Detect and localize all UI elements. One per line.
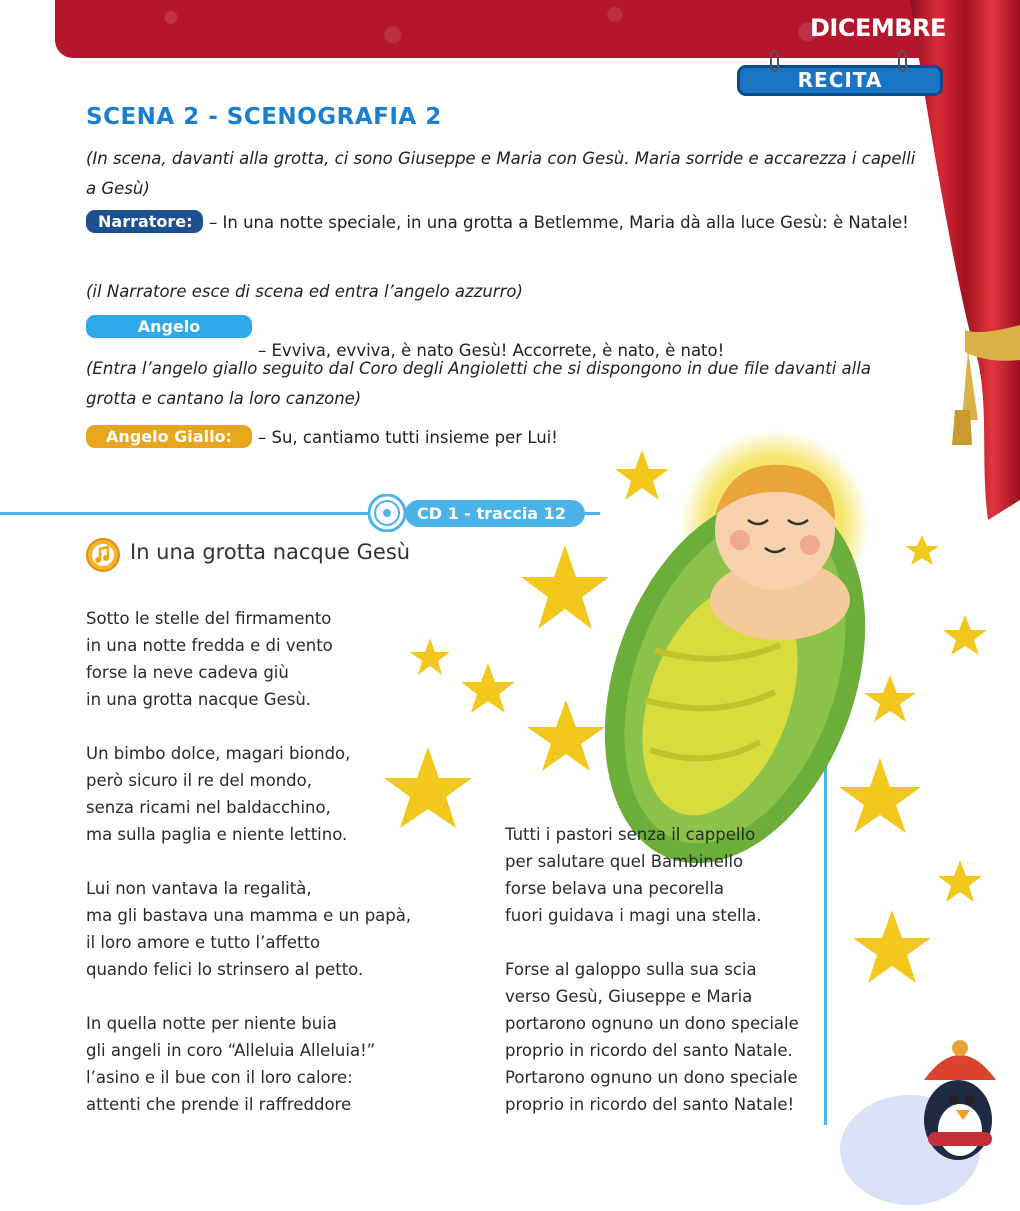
month-label: DICEMBRE: [810, 14, 946, 42]
stanza: [86, 875, 411, 983]
stanza: [86, 1010, 375, 1118]
verse-line: in una notte fredda e di vento: [86, 636, 333, 655]
verse-line: senza ricami nel baldacchino,: [86, 798, 331, 817]
stanza: [505, 956, 799, 1118]
verse-line: il loro amore e tutto l’affetto: [86, 933, 321, 952]
verse-line: In quella notte per niente buia: [86, 1014, 337, 1033]
verse-line: in una grotta nacque Gesù.: [86, 690, 312, 709]
verse-line: proprio in ricordo del santo Natale.: [505, 1041, 793, 1060]
verse-line: Tutti i pastori senza il cappello: [505, 825, 756, 844]
verse-line: attenti che prende il raffreddore: [86, 1095, 352, 1114]
dialogue-line-narrator: [86, 208, 916, 238]
verse-line: Forse al galoppo sulla sua scia: [505, 960, 757, 979]
song-title: In una grotta nacque Gesù: [130, 540, 411, 564]
ring-icon: [770, 50, 779, 72]
dialogue-text: – Evviva, evviva, è nato Gesù! Accorrete, è nato, è nato!: [258, 341, 725, 360]
verse-line: gli angeli in coro “Alleluia Alleluia!”: [86, 1041, 376, 1060]
stanza: [505, 821, 762, 929]
stanza: [86, 605, 333, 713]
verse-line: Portarono ognuno un dono speciale: [505, 1068, 798, 1087]
ring-icon: [898, 50, 907, 72]
speaker-badge-narrator: Narratore:: [86, 210, 203, 233]
verse-line: per salutare quel Bambinello: [505, 852, 744, 871]
verse-line: l’asino e il bue con il loro calore:: [86, 1068, 353, 1087]
verse-line: però sicuro il re del mondo,: [86, 771, 312, 790]
verse-line: proprio in ricordo del santo Natale!: [505, 1095, 795, 1114]
dialogue-text: – Su, cantiamo tutti insieme per Lui!: [258, 428, 558, 447]
stage-direction: (In scena, davanti alla grotta, ci sono Giuseppe e Maria con Gesù. Maria sorride e accarezza i capelli a Gesù): [86, 149, 916, 198]
verse-line: verso Gesù, Giuseppe e Maria: [505, 987, 753, 1006]
section-tab: RECITA: [737, 65, 943, 96]
speaker-badge-yellow-angel: Angelo Giallo:: [86, 425, 252, 448]
verse-line: Un bimbo dolce, magari biondo,: [86, 744, 351, 763]
stage-direction: (il Narratore esce di scena ed entra l’angelo azzurro): [86, 282, 523, 301]
speaker-badge-blue-angel: Angelo Azzurro:: [86, 315, 252, 338]
verse-line: forse la neve cadeva giù: [86, 663, 289, 682]
verse-line: quando felici lo strinsero al petto.: [86, 960, 364, 979]
stage-direction: (Entra l’angelo giallo seguito dal Coro degli Angioletti che si dispongono in due file davanti alla grotta e cantano la loro canzone): [86, 359, 871, 408]
scene-title: SCENA 2 - SCENOGRAFIA 2: [86, 104, 442, 130]
verse-line: forse belava una pecorella: [505, 879, 725, 898]
verse-line: ma gli bastava una mamma e un papà,: [86, 906, 412, 925]
stanza: [86, 740, 350, 848]
verse-line: Lui non vantava la regalità,: [86, 879, 312, 898]
verse-line: portarono ognuno un dono speciale: [505, 1014, 799, 1033]
verse-line: ma sulla paglia e niente lettino.: [86, 825, 348, 844]
verse-line: fuori guidava i magi una stella.: [505, 906, 762, 925]
cd-track-label: CD 1 - traccia 12: [405, 500, 585, 527]
verse-line: Sotto le stelle del firmamento: [86, 609, 332, 628]
dialogue-text: – In una notte speciale, in una grotta a Betlemme, Maria dà alla luce Gesù: è Natale!: [209, 213, 909, 232]
music-note-icon: [86, 538, 120, 572]
